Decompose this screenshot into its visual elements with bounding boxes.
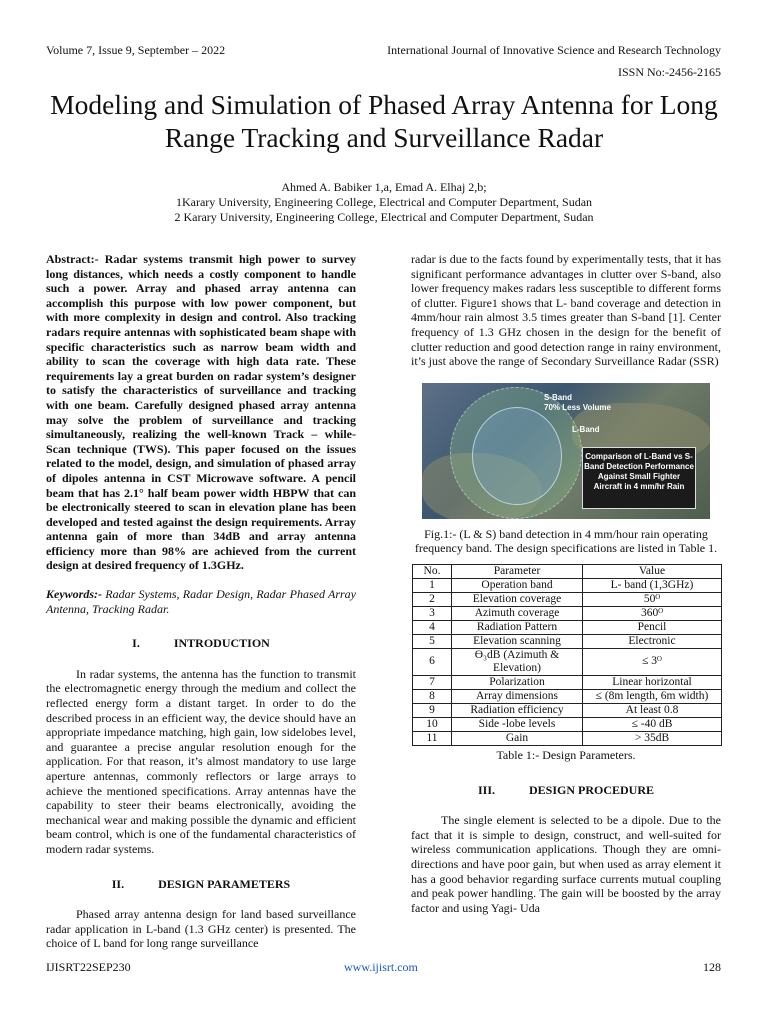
table-cell: Elevation scanning xyxy=(452,634,583,648)
table-cell: At least 0.8 xyxy=(583,703,722,717)
table-cell: 8 xyxy=(413,689,452,703)
section-heading-design-procedure xyxy=(411,783,721,798)
affiliation-2: 2 Karary University, Engineering College, Electrical and Computer Department, Sudan xyxy=(174,210,594,224)
lband-coverage-ring xyxy=(472,407,562,505)
header-volume: Volume 7, Issue 9, September – 2022 xyxy=(46,43,226,57)
paper-title: Modeling and Simulation of Phased Array Antenna for Long Range Tracking and Surveillance Radar xyxy=(50,89,718,153)
table-cell: 11 xyxy=(413,731,452,745)
table-cell: Electronic xyxy=(583,634,722,648)
figure-caption: Fig.1:- (L & S) band detection in 4 mm/hour rain operating frequency band. The design specifications are listed in Table 1. xyxy=(414,526,718,556)
table-cell: 7 xyxy=(413,675,452,689)
table-cell: ≤ 3ᴼ xyxy=(583,648,722,675)
table-cell: Array dimensions xyxy=(452,689,583,703)
section-title: INTRODUCTION xyxy=(173,636,270,651)
table-row xyxy=(413,606,722,620)
keywords xyxy=(46,587,356,616)
section-title: DESIGN PROCEDURE xyxy=(529,782,655,797)
design-procedure-paragraph: The single element is selected to be a dipole. Due to the fact that it is simple to design, construct, and well-suited for wireless communication applications. Though they are omni-directions and have poor gain, but when used as array element it has a good behavior regarding surface currents mutual coupling and peak power handling. The gain will be boosted by the array factor and using Yagi- Uda xyxy=(411,813,721,915)
table-cell: 1 xyxy=(413,578,452,592)
right-column xyxy=(411,252,721,915)
table-row xyxy=(413,620,722,634)
table-cell: 5 xyxy=(413,634,452,648)
keywords-label: Keywords:- xyxy=(46,587,102,602)
table-row xyxy=(413,634,722,648)
sband-sub-label: 70% Less Volume xyxy=(544,402,611,412)
continuation-paragraph: radar is due to the facts found by experimentally tests, that it has significant performance advantages in clutter over S-band, also lower frequency makes radars less susceptible to different forms of clutter. Figure1 shows that L- band coverage and detection in 4mm/hour rain almost 3.5 times greater than S-band [1]. Center frequency of 1.3 GHz chosen in the design for the benefit of clutter reduction and good detection range in rainy environment, it’s just above the range of Secondary Surveillance Radar (SSR) xyxy=(411,252,721,369)
footer-paper-id: IJISRT22SEP230 xyxy=(46,960,131,974)
table-cell: 2 xyxy=(413,592,452,606)
design-parameters-table xyxy=(412,564,722,746)
abstract: Abstract:- Radar systems transmit high power to survey long distances, which needs a costly component to handle such a power. Array and phased array antenna can accomplish this purpose with low power component, but with more complexity in design and control. Also tracking radars require antennas with sophisticated beam shape with specific characteristics such as narrow beam width and ability to scan the coverage with high data rate. These requirements lay a great burden on radar system’s designer to satisfy the characteristics of surveillance and tracking with one beam. Carefully designed phased array antenna may solve the problem of surveillance and tracking simultaneously, realizing the well-known Track – while- Scan technique (TWS). This paper focused on the issues related to the model, design, and simulation of phased array of dipoles antenna in CST Microwave software. A pencil beam that has 2.1° half beam power width HBPW that can be electronically steered to scan in elevation plane has been developed and tested against the design requirements. Array antenna gain of more than 34dB and array antenna efficiency more than 98% are achieved from the current design at desired frequency of 1.3GHz. xyxy=(46,252,356,573)
section-number: II. xyxy=(111,876,125,891)
table-cell: > 35dB xyxy=(583,731,722,745)
table-cell: 10 xyxy=(413,717,452,731)
table-row xyxy=(413,578,722,592)
header-journal: International Journal of Innovative Science and Research Technology xyxy=(387,43,721,57)
table-cell: ≤ -40 dB xyxy=(583,717,722,731)
table-cell: ≤ (8m length, 6m width) xyxy=(583,689,722,703)
table-cell: L- band (1,3GHz) xyxy=(583,578,722,592)
table-cell: Pencil xyxy=(583,620,722,634)
figure-band-detection-map xyxy=(422,383,710,519)
table-header-cell: Parameter xyxy=(452,564,583,578)
table-row xyxy=(413,731,722,745)
sband-label: S-Band xyxy=(544,392,572,402)
author-block xyxy=(40,180,728,225)
table-cell: Gain xyxy=(452,731,583,745)
table-cell: Radiation efficiency xyxy=(452,703,583,717)
section-title: DESIGN PARAMETERS xyxy=(158,876,291,891)
table-cell: 360ᴼ xyxy=(583,606,722,620)
figure-info-box: Comparison of L-Band vs S-Band Detection Performance Against Small Fighter Aircraft in 4 mm/hr Rain xyxy=(582,447,696,509)
table-cell: Elevation coverage xyxy=(452,592,583,606)
table-cell: 3 xyxy=(413,606,452,620)
table-cell: Radiation Pattern xyxy=(452,620,583,634)
table-caption: Table 1:- Design Parameters. xyxy=(496,747,636,762)
footer-website-link[interactable]: www.ijisrt.com xyxy=(344,960,418,974)
lband-label: L-Band xyxy=(572,424,600,434)
affiliation-1: 1Karary University, Engineering College, Electrical and Computer Department, Sudan xyxy=(175,195,593,209)
table-cell: 9 xyxy=(413,703,452,717)
section-number: I. xyxy=(132,636,140,651)
footer-page-number: 128 xyxy=(703,960,721,974)
table-row xyxy=(413,689,722,703)
section-heading-introduction xyxy=(46,636,356,651)
table-cell: Azimuth coverage xyxy=(452,606,583,620)
table-cell: 6 xyxy=(413,648,452,675)
table-row xyxy=(413,717,722,731)
table-row xyxy=(413,648,722,675)
introduction-paragraph: In radar systems, the antenna has the function to transmit the electromagnetic energy through the medium and collect the reflected energy form a distant target. In order to do the described process in an efficient way, the device should have an appropriate impedance matching, high gain, low sidelobes level, and guarantee a precise angular resolution enough for the application. For that reason, it’s almost mandatory to use large aperture antennas, commonly reflectors or large arrays to achieve the mentioned specifications. Array antennas have the capability to steer their beams electronically, avoiding the mechanical wear and making possible the dynamic and efficient beam control, which is one of the fundamental characteristics of modern radar systems. xyxy=(46,666,356,856)
design-parameters-paragraph: Phased array antenna design for land based surveillance radar application in L-band (1.3 GHz center) is presented. The choice of L band for long range surveillance xyxy=(46,907,356,951)
table-row xyxy=(413,703,722,717)
left-column xyxy=(46,252,356,951)
table-cell: Side -lobe levels xyxy=(452,717,583,731)
table-cell: Polarization xyxy=(452,675,583,689)
keywords-text: Radar Systems, Radar Design, Radar Phased Array Antenna, Tracking Radar. xyxy=(46,587,356,616)
table-header-cell: Value xyxy=(583,564,722,578)
section-number: III. xyxy=(477,782,495,797)
table-cell: Operation band xyxy=(452,578,583,592)
table-row xyxy=(413,675,722,689)
table-row xyxy=(413,592,722,606)
section-heading-design-parameters xyxy=(46,877,356,892)
table-cell: 4 xyxy=(413,620,452,634)
table-cell: Linear horizontal xyxy=(583,675,722,689)
author-names: Ahmed A. Babiker 1,a, Emad A. Elhaj 2,b; xyxy=(281,180,487,194)
table-cell: ϴ₃dB (Azimuth & Elevation) xyxy=(452,648,583,675)
table-header-row xyxy=(413,564,722,578)
header-issn: ISSN No:-2456-2165 xyxy=(617,65,721,79)
table-cell: 50ᴼ xyxy=(583,592,722,606)
table-header-cell: No. xyxy=(413,564,452,578)
